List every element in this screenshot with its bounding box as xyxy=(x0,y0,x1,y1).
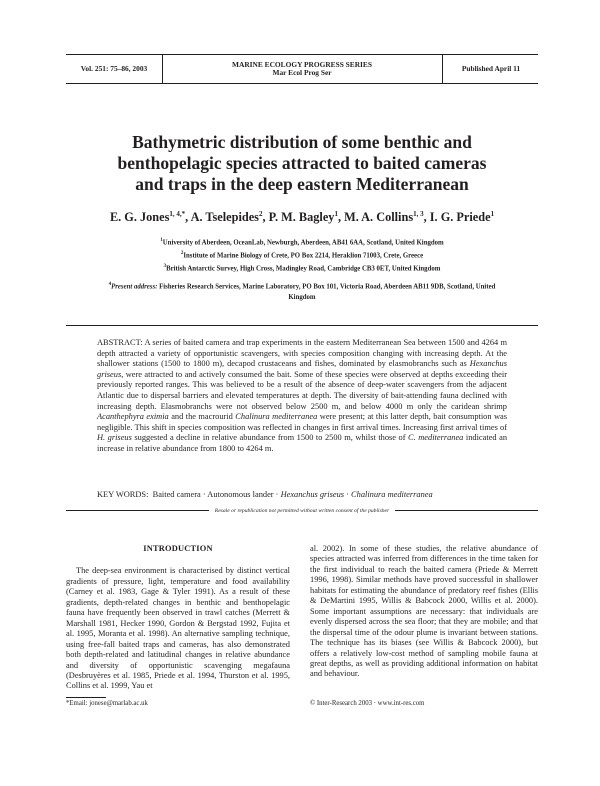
keyword: Autonomous lander xyxy=(207,490,274,499)
affiliation: $^3$British Antarctic Survey, High Cross, Madingley Road, Cambridge CB3 0ET, United Kingdom xyxy=(163,263,441,272)
publication-date: Published April 11 xyxy=(442,55,539,83)
body-paragraph: The deep-sea environment is characterised by distinct vertical gradients of pressure, light, temperature and food availability (Carney et al. 1983, Gage & Tyler 1991). As a result of these gradients, depth-related changes in benthic and benthopelagic fauna have frequently been observed in trawl catches (Merrett & Marshall 1981, Hecker 1990, Gordon & Bergstad 1992, Fujita et al. 1995, Moranta et al. 1998). An alternative sampling technique, using free-fall baited traps and cameras, has also demonstrated both depth-related and latitudinal changes in relative abundance and diversity of opportunistic scavenging megafauna (Desbruyères et al. 1985, Priede et al. 1994, Thurston et al. 1995, Collins et al. 1999, Yau et xyxy=(66,566,290,691)
author-name: E. G. Jones xyxy=(109,210,170,225)
journal-header xyxy=(66,54,538,84)
footnote-divider xyxy=(66,697,106,698)
keywords-label: KEY WORDS: xyxy=(97,490,149,499)
copyright-line: © Inter-Research 2003 · www.int-res.com xyxy=(310,700,425,707)
corresponding-email: *Email: jonese@marlab.ac.uk xyxy=(66,700,148,707)
keyword: Baited camera xyxy=(152,490,201,499)
present-address: $^4$Present address: Fisheries Research Services, Marine Laboratory, PO Box 101, Victoria Road, Aberdeen AB11 9DB, Scotland, United Kingdom xyxy=(108,282,496,302)
section-divider xyxy=(66,325,538,326)
journal-name xyxy=(162,55,442,83)
author-affiliation-mark: 2 xyxy=(258,210,263,218)
volume-info: Vol. 251: 75–86, 2003 xyxy=(66,55,163,83)
journal-name-full: MARINE ECOLOGY PROGRESS SERIES xyxy=(232,60,372,69)
section-heading: INTRODUCTION xyxy=(143,544,213,553)
title-line: benthopelagic species attracted to baited cameras xyxy=(117,153,487,173)
abstract-label: ABSTRACT: xyxy=(97,338,143,347)
author-affiliation-mark: 1 xyxy=(334,210,338,218)
keywords: KEY WORDS: Baited camera · Autonomous lander · Hexanchus griseus · Chalinura mediterranea xyxy=(97,490,433,499)
author-affiliation-mark: 1, 3 xyxy=(413,210,424,218)
affiliations xyxy=(96,236,508,304)
affiliation: $^1$University of Aberdeen, OceanLab, Newburgh, Aberdeen, AB41 6AA, Scotland, United Kingdom xyxy=(160,238,444,247)
author-affiliation-mark: 1, 4,* xyxy=(169,210,186,218)
author-name: I. G. Priede xyxy=(429,210,491,225)
author-list: E. G. Jones$^{1, 4,*}$, A. Tselepides$^2$, P. M. Bagley$^1$, M. A. Collins$^{1, 3}$, I. G. Priede$^1$ xyxy=(109,210,495,225)
body-paragraph: al. 2002). In some of these studies, the relative abundance of species attracted was inferred from differences in the time taken for the first individual to reach the baited camera (Priede & Merrett 1996, 1998). Similar methods have proved successful in shallower habitats for estimating the abundance of predatory reef fishes (Ellis & DeMartini 1995, Willis & Babcock 2000, Willis et al. 2000). Some important assumptions are necessary: that individuals are evenly dispersed across the sea floor; that they are mobile; and that the dispersal time of the odour plume is invariant between stations. The technique has its biases (see Willis & Babcock 2000), but offers a relatively low-cost method of sampling mobile fauna at great depths, as well as providing additional information on habitat and behaviour. xyxy=(310,544,538,679)
author-name: A. Tselepides xyxy=(190,210,259,225)
keyword: Hexanchus griseus xyxy=(280,490,345,499)
right-column xyxy=(310,544,538,680)
author-name: M. A. Collins xyxy=(344,210,414,225)
author-name: P. M. Bagley xyxy=(268,210,335,225)
paper-title xyxy=(66,132,538,195)
title-line: and traps in the deep eastern Mediterranean xyxy=(135,174,469,194)
journal-name-abbrev: Mar Ecol Prog Ser xyxy=(272,68,332,77)
left-column xyxy=(66,544,290,692)
abstract: ABSTRACT: A series of baited camera and trap experiments in the eastern Mediterranean Sea between 1500 and 4264 m depth attracted a variety of opportunistic scavengers, with species composition changing with increasing depth. At the shallower stations (1500 to 1800 m), decapod crustaceans and fishes, dominated by elasmobranchs such as Hexanchus griseus, were attracted to and actively consumed the bait. Some of these species were observed at depths exceeding their previously reported ranges. This was believed to be a result of the absence of deep-water scavengers from the adjacent Atlantic due to dispersal barriers and elevated temperatures at depth. The diversity of bait-attending fauna declined with increasing depth. Elasmobranchs were not observed below 2500 m, and below 4000 m only the caridean shrimp Acanthephyra eximia and the macrourid Chalinura mediterranea were present; at this latter depth, bait consumption was negligible. This shift in species composition was reflected in changes in first arrival times. Increasing first arrival times of H. griseus suggested a decline in relative abundance from 1500 to 2500 m, whilst those of C. mediterranea indicated an increase in relative abundance from 1800 to 4264 m. xyxy=(97,338,508,453)
author-affiliation-mark: 1 xyxy=(490,210,495,218)
affiliation: $^2$Institute of Marine Biology of Crete, PO Box 2214, Heraklion 71003, Crete, Greece xyxy=(180,250,424,260)
keyword: Chalinura mediterranea xyxy=(351,490,433,499)
title-line: Bathymetric distribution of some benthic and xyxy=(132,132,472,152)
republication-notice: Resale or republication not permitted without written consent of the publisher xyxy=(66,507,538,515)
